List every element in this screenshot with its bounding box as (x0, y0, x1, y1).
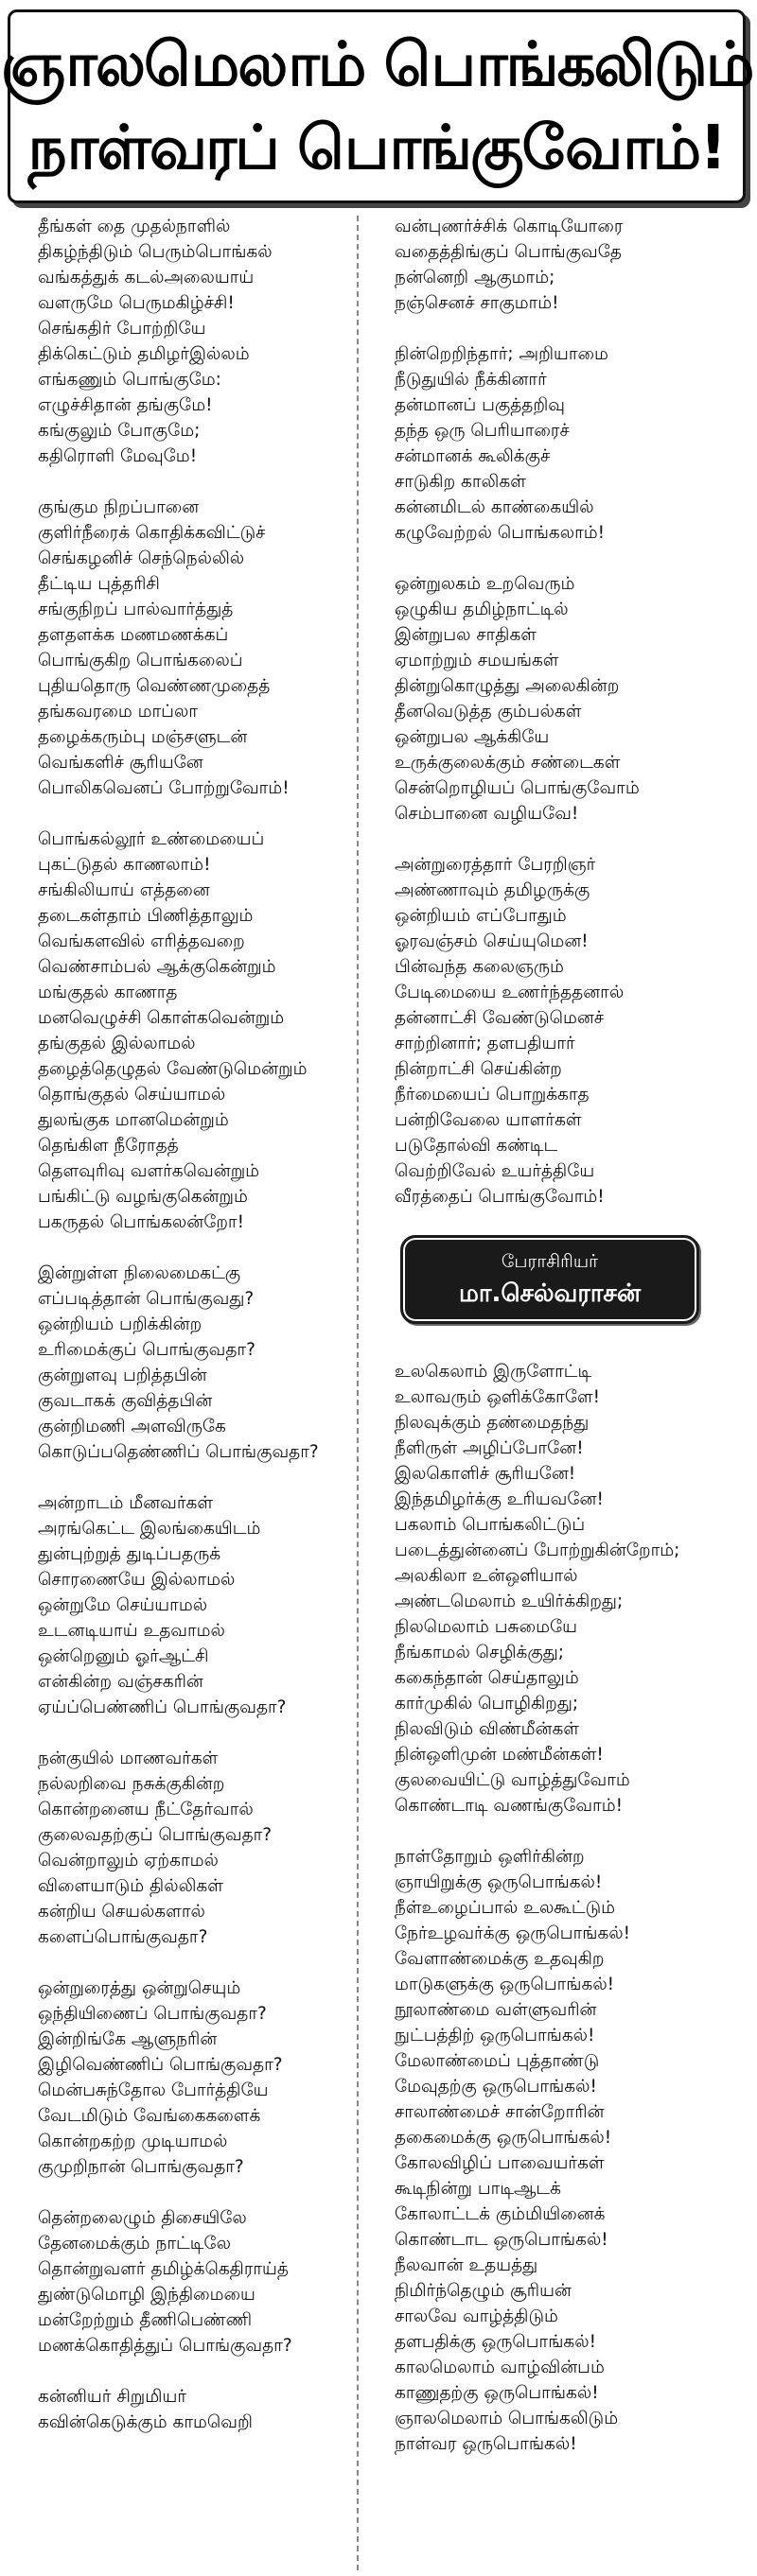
poem-line: சாலாண்மைச் சான்றோரின் (395, 2102, 605, 2122)
poem-line: ஒன்றுலகம் உறவெரும் (395, 574, 575, 594)
poem-line: கொண்டாடி வணங்குவோம்! (395, 1796, 624, 1816)
poem-line: குன்றுளவு பறித்தபின் (38, 1366, 207, 1385)
poem-line: நேர்உழவர்க்கு ஒருபொங்கல்! (395, 1923, 631, 1943)
poem-line: தின்றுகொழுத்து அலைகின்ற (395, 676, 620, 696)
poem-line: வளருமே பெருமகிழ்ச்சி! (38, 293, 235, 313)
poem-line: ஞாயிறுக்கு ஒருபொங்கல்! (395, 1872, 603, 1892)
poem-line: நிலவிடும் விண்மீன்கள் (395, 1719, 579, 1739)
poem-line: நுட்பத்திற் ஒருபொங்கல்! (395, 2026, 595, 2045)
poem-line: நின்றெறிந்தார்; அறியாமை (395, 344, 608, 364)
poem-stanza (38, 1261, 345, 1465)
poem-line: கோலவிழிப் பாவையர்கள் (395, 2153, 605, 2173)
poem-line: கோலாட்டக் கும்மியினைக் (395, 2204, 606, 2224)
poem-line: குலவையிட்டு வாழ்த்துவோம் (395, 1770, 630, 1790)
poem-line: கங்குலும் போகுமே; (38, 421, 201, 441)
poem-line: இந்தமிழர்க்கு உரியவனே! (395, 1489, 604, 1509)
poem-line: மன்றேற்றும் தீணிபெண்ணி (38, 2310, 253, 2330)
poem-stanza (38, 214, 345, 469)
poem-line: தன்மானப் பகுத்தறிவு (395, 395, 565, 415)
poem-line: தங்குதல் இல்லாமல் (38, 1034, 196, 1053)
poem-line: தன்னாட்சி வேண்டுமெனச் (395, 1008, 605, 1028)
poem-line: நிலமெலாம் பசுமையே (395, 1617, 577, 1637)
poem-line: தெங்கிள நீரோதத் (38, 1136, 179, 1156)
poem-line: கவின்கெடுக்கும் காமவெறி (38, 2412, 253, 2432)
poem-line: ககைந்தான் செய்தாலும் (395, 1668, 579, 1688)
poem-line: செங்கழனிச் செந்நெல்லில் (38, 548, 245, 568)
poem-line: மனவெழுச்சி கொள்கவென்றும் (38, 1008, 285, 1028)
poem-line: அண்ணாவும் தமிழருக்கு (395, 880, 590, 900)
poem-line: மென்பசுந்தோல போர்த்தியே (38, 2080, 269, 2100)
poem-line: இலகொளிச் சூரியனே! (395, 1464, 576, 1484)
poem-line: தடைகள்தாம் பிணித்தாலும் (38, 906, 254, 926)
poem-line: கார்முகில் பொழிகிறது; (395, 1694, 579, 1714)
poem-line: களைப்பொங்குவதா? (38, 1927, 208, 1947)
poem-line: எங்கணும் பொங்குமே: (38, 370, 221, 390)
poem-line: பின்வந்த கலைஞரும் (395, 957, 564, 977)
poem-line: ஓரவஞ்சம் செய்யுமென! (395, 931, 589, 951)
poem-line: நீளிருள் அழிப்போனே! (395, 1438, 584, 1458)
poem-line: பன்றிவேலை யாளர்கள் (395, 1110, 582, 1130)
poem-line: கழுவேற்றல் பொங்கலாம்! (395, 523, 606, 543)
poem-line: சன்மானக் கூலிக்குச் (395, 446, 551, 466)
poem-line: ஏமாற்றும் சமயங்கள் (395, 651, 559, 670)
poem-line: கொன்றனைய நீட்தேர்வால் (38, 1800, 254, 1819)
poem-line: இன்றிங்கே ஆளுநரின் (38, 2029, 218, 2049)
poem-line: தென்றலைழும் திசையிலே (38, 2208, 247, 2228)
poem-line: நிலவுக்கும் தண்மைதந்து (395, 1413, 590, 1433)
poem-line: பகருதல் பொங்கலன்றோ! (38, 1212, 245, 1232)
poem-right-column (395, 214, 745, 2482)
poem-line: கொடுப்பதெண்ணிப் பொங்குவதா? (38, 1442, 319, 1462)
poem-line: எழுச்சிதான் தங்குமே! (38, 395, 213, 415)
poem-line: பேடிமையை உணர்ந்ததனால் (395, 983, 625, 1002)
poem-line: குங்கும நிறப்பானை (38, 497, 200, 517)
poem-line: தொன்றுவளர் தமிழ்க்கெதிராய்த் (38, 2259, 289, 2279)
poem-line: குலைவதற்குப் பொங்குவதா? (38, 1825, 273, 1845)
poem-line: நூலாண்மை வள்ளுவரின் (395, 2000, 597, 2020)
poem-line: உலகெலாம் இருளோட்டி (395, 1362, 592, 1382)
poem-line: சங்கிலியாய் எத்தனை (38, 880, 210, 900)
poem-line: பகலாம் பொங்கலிட்டுப் (395, 1515, 586, 1535)
poem-line: தழைக்கரும்பு மஞ்சளுடன் (38, 727, 248, 747)
poem-line: நின்றாட்சி செய்கின்ற (395, 1059, 562, 1079)
poem-left-column (38, 214, 345, 2461)
poem-line: அன்றுரைத்தார் பேரறிஞர் (395, 855, 596, 875)
poem-line: இன்றுபல சாதிகள் (395, 625, 537, 645)
poem-line: தழைத்தெழுதல் வேண்டுமென்றும் (38, 1059, 308, 1079)
poem-line: அரங்கெட்ட இலங்கையிடம் (38, 1519, 261, 1539)
poem-line: குளிர்நீரைக் கொதிக்கவிட்டுச் (38, 523, 266, 543)
poem-line: மங்குதல் காணாத (38, 983, 178, 1002)
poem-line: தீனவெடுத்த கும்பல்கள் (395, 702, 582, 722)
poem-line: சங்குநிறப் பால்வார்த்துத் (38, 600, 234, 619)
poem-line: புகட்டுதல் காணலாம்! (38, 855, 211, 875)
poem-line: காலமெலாம் வாழ்வின்பம் (395, 2358, 605, 2377)
poem-line: வெற்றிவேல் உயர்த்தியே (395, 1161, 595, 1181)
poem-line: கதிரொளி மேவுமே! (38, 446, 198, 466)
poem-line: தளதளக்க மணமணக்கப் (38, 625, 229, 645)
poem-line: உடனடியாய் உதவாமல் (38, 1621, 225, 1641)
poem-line: மணக்கொதித்துப் பொங்குவதா? (38, 2336, 292, 2356)
poem-stanza (395, 1359, 745, 1819)
poem-line: சாலவே வாழ்த்திடும் (395, 2306, 558, 2326)
poem-line: ஒந்தியிணைப் பொங்குவதா? (38, 2004, 267, 2024)
poem-line: காணுதற்கு ஒருபொங்கல்! (395, 2383, 599, 2403)
poem-line: வீரத்தைப் பொங்குவோம்! (395, 1187, 605, 1207)
poem-line: வேளாண்மைக்கு உதவுகிற (395, 1949, 605, 1969)
poem-right-bottom (395, 1359, 745, 2457)
poem-line: வெண்சாம்பல் ஆக்குகென்றும் (38, 957, 276, 977)
poem-line: வெங்களிச் சூரியனே (38, 753, 203, 773)
poem-line: தீங்கள் தை முதல்நாளில் (38, 217, 231, 236)
poem-line: நன்னெறி ஆகுமாம்; (395, 268, 555, 287)
poem-line: நல்லறிவை நசுக்குகின்ற (38, 1774, 225, 1794)
poem-line: கன்னமிடல் காண்கையில் (395, 497, 594, 517)
headline-line-2: நாள்வரப் பொங்குவோம்! (27, 113, 726, 183)
poem-line: துண்டுமொழி இந்திமையை (38, 2285, 255, 2305)
poem-line: பொங்கல்லூர் உண்மையைப் (38, 829, 265, 849)
poem-line: திகழ்ந்திடும் பெரும்பொங்கல் (38, 242, 273, 262)
poem-line: செங்கதிர் போற்றியே (38, 319, 206, 339)
poem-line: படைத்துன்னைப் போற்றுகின்றோம்; (395, 1540, 680, 1560)
headline-box (0, 9, 753, 203)
poem-line: நின்ஒளிமுன் மண்மீன்கள்! (395, 1745, 604, 1765)
poem-line: வங்கத்துக் கடல்அலையாய் (38, 268, 255, 287)
poem-line: அலகிலா உன்ஒளியால் (395, 1566, 578, 1586)
poem-stanza (38, 1490, 345, 1720)
poem-right-top (395, 214, 745, 1210)
poem-line: தகைமைக்கு ஒருபொங்கல்! (395, 2128, 612, 2148)
poem-stanza (395, 571, 745, 827)
poem-line: அண்டமெலாம் உயிர்க்கிறது; (395, 1592, 624, 1611)
poem-stanza (395, 852, 745, 1210)
poem-line: என்கின்ற வஞ்சகரின் (38, 1672, 203, 1692)
poem-line: மாடுகளுக்கு ஒருபொங்கல்! (395, 1975, 615, 1994)
poem-line: உரிமைக்குப் பொங்குவதா? (38, 1340, 255, 1360)
poem-line: வேடமிடும் வேங்கைகளைக் (38, 2106, 261, 2126)
poem-line: ஒன்றெனும் ஓர்ஆட்சி (38, 1646, 209, 1666)
poem-line: சாடுகிற காலிகள் (395, 472, 526, 492)
author-role: பேராசிரியர் (501, 1251, 599, 1272)
poem-stanza (395, 214, 745, 316)
poem-line: தளபதிக்கு ஒருபொங்கல்! (395, 2332, 597, 2352)
poem-line: நீலவான் உதயத்து (395, 2255, 538, 2275)
poem-stanza (395, 1844, 745, 2457)
poem-line: அன்றாடம் மீனவர்கள் (38, 1493, 214, 1513)
poem-line: செம்பானை வழியவே! (395, 804, 579, 824)
poem-line: பொலிகவெனப் போற்றுவோம்! (38, 778, 290, 798)
poem-line: எப்படித்தான் பொங்குவது? (38, 1289, 255, 1309)
poem-line: ஒன்றுரைத்து ஒன்றுசெயும் (38, 1978, 241, 1998)
poem-line: பங்கிட்டு வழங்குகென்றும் (38, 1187, 248, 1207)
author-badge (400, 1235, 699, 1324)
poem-line: சாற்றினார்; தளபதியார் (395, 1034, 575, 1053)
poem-line: ஒழுகிய தமிழ்நாட்டில் (395, 600, 569, 619)
poem-line: நிமிர்ந்தெழும் சூரியன் (395, 2281, 572, 2301)
poem-stanza (38, 827, 345, 1235)
poem-line: பொங்குகிற பொங்கலைப் (38, 651, 243, 670)
poem-line: நாள்வர ஒருபொங்கல்! (395, 2434, 577, 2454)
poem-line: ஒன்றியம் பறிக்கின்ற (38, 1314, 202, 1334)
poem-line: நீங்காமல் செழிக்குது; (395, 1643, 564, 1662)
poem-stanza (38, 2205, 345, 2358)
poem-line: திக்கெட்டும் தமிழர்இல்லம் (38, 344, 250, 364)
poem-line: சொரணையே இல்லாமல் (38, 1570, 236, 1590)
poem-stanza (38, 2384, 345, 2435)
poem-line: குவடாகக் குவித்தபின் (38, 1391, 213, 1411)
poem-line: புதியதொரு வெண்ணமுதைத் (38, 676, 271, 696)
poem-line: கொண்டாட ஒருபொங்கல்! (395, 2230, 608, 2250)
column-divider (357, 216, 359, 2570)
poem-line: ஒன்றியம் எப்போதும் (395, 906, 567, 926)
poem-line: நீர்மையைப் பொறுக்காத (395, 1085, 590, 1105)
poem-stanza (395, 341, 745, 546)
poem-line: நாள்தோறும் ஒளிர்கின்ற (395, 1847, 585, 1867)
poem-line: நீடுதுயில் நீக்கினார் (395, 370, 547, 390)
poem-line: சென்றொழியப் பொங்குவோம் (395, 778, 640, 798)
poem-line: கன்றிய செயல்களால் (38, 1902, 205, 1922)
poem-line: கூடிநின்று பாடிஆடக் (395, 2179, 561, 2199)
poem-line: உலாவரும் ஒளிக்கோளே! (395, 1387, 601, 1407)
poem-line: தந்த ஒரு பெரியாரைச் (395, 421, 570, 441)
poem-line: குன்றிமணி அளவிருகே (38, 1417, 226, 1436)
poem-line: துன்புற்றுத் துடிப்பதருக் (38, 1544, 221, 1564)
poem-line: நன்குயில் மாணவர்கள் (38, 1749, 219, 1768)
poem-line: மேலாண்மைப் புத்தாண்டு (395, 2051, 600, 2071)
poem-line: ஞாலமெலாம் பொங்கலிடும் (395, 2409, 619, 2428)
poem-line: தொங்குதல் செய்யாமல் (38, 1085, 226, 1105)
poem-line: தெளவுரிவு வளர்கவென்றும் (38, 1161, 260, 1181)
poem-line: வெங்களவில் எரித்தவறை (38, 931, 245, 951)
poem-line: குமுறிநான் பொங்குவதா? (38, 2157, 244, 2177)
poem-line: விளையாடும் தில்லிகள் (38, 1876, 223, 1896)
poem-line: இன்றுள்ள நிலைமைகட்கு (38, 1263, 241, 1283)
poem-line: நஞ்செனச் சாகுமாம்! (395, 293, 559, 313)
poem-line: தங்கவரமை மாப்லா (38, 702, 198, 722)
poem-stanza (38, 495, 345, 801)
poem-line: படுதோல்வி கண்டிட (395, 1136, 558, 1156)
poem-line: வென்றாலும் ஏற்காமல் (38, 1851, 219, 1871)
poem-line: துலங்குக மானமென்றும் (38, 1110, 229, 1130)
poem-line: ஒன்றுமே செய்யாமல் (38, 1595, 208, 1615)
poem-line: மேவுதற்கு ஒருபொங்கல்! (395, 2077, 597, 2097)
poem-line: தீட்டிய புத்தரிசி (38, 574, 160, 594)
poem-line: கொன்றகற்ற முடியாமல் (38, 2132, 228, 2151)
poem-line: வதைத்திங்குப் பொங்குவதே (395, 242, 622, 262)
poem-line: வன்புணர்ச்சிக் கொடியோரை (395, 217, 624, 236)
poem-line: கன்னியர் சிறுமியர் (38, 2387, 187, 2407)
author-name: மா.செல்வராசன் (458, 1279, 642, 1308)
poem-line: நீள்உழைப்பால் உலகூட்டும் (395, 1898, 615, 1918)
headline-line-1: ஞாலமெலாம் பொங்கலிடும் (0, 29, 753, 100)
poem-line: ஒன்றுபல ஆக்கியே (395, 727, 550, 747)
poem-stanza (38, 1976, 345, 2180)
poem-line: உருக்குலைக்கும் சண்டைகள் (395, 753, 621, 773)
poem-line: இழிவெண்ணிப் பொங்குவதா? (38, 2055, 283, 2075)
poem-line: தேனமைக்கும் நாட்டிலே (38, 2234, 231, 2254)
poem-stanza (38, 1746, 345, 1950)
poem-line: ஏய்ப்பெண்ணிப் பொங்குவதா? (38, 1697, 287, 1717)
